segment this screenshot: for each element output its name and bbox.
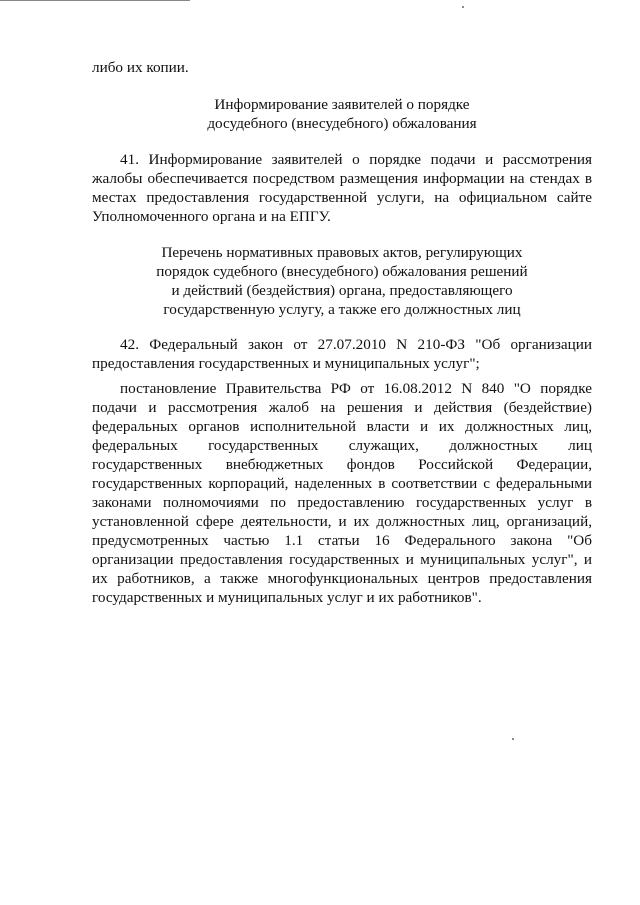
heading-line: государственную услугу, а также его должностных лиц xyxy=(163,301,521,318)
heading-line: Перечень нормативных правовых актов, регулирующих xyxy=(161,244,523,261)
paragraph-resolution-840: постановление Правительства РФ от 16.08.2012 N 840 "О порядке подачи и рассмотрения жалоб на решения и действия (бездействие) федеральных органов исполнительной власти и их должностных лиц, федеральных государственных служащих, должностных лиц государственных внебюджетных фондов Российской Федерации, государственных корпораций, наделенных в соответствии с федеральными законами полномочиями по предоставлению государственных услуг в установленной сфере деятельности, и их должностных лиц, организаций, предусмотренных частью 1.1 статьи 16 Федерального закона "Об организации предоставления государственных и муниципальных услуг", и их работников, а также многофункциональных центров предоставления государственных и муниципальных услуг и их работников". xyxy=(92,380,592,606)
heading-line: досудебного (внесудебного) обжалования xyxy=(207,115,477,132)
scan-speck xyxy=(462,6,464,8)
scan-edge-line xyxy=(0,0,190,1)
section-heading-legal-acts xyxy=(92,243,592,319)
scan-speck xyxy=(512,738,514,740)
heading-line: и действий (бездействия) органа, предоставляющего xyxy=(171,282,513,299)
document-page xyxy=(92,58,592,607)
section-heading-appeal-info xyxy=(92,95,592,133)
continuation-text: либо их копии. xyxy=(92,59,189,76)
heading-line: Информирование заявителей о порядке xyxy=(214,96,470,113)
heading-line: порядок судебного (внесудебного) обжалования решений xyxy=(156,263,528,280)
paragraph-42: 42. Федеральный закон от 27.07.2010 N 210-ФЗ "Об организации предоставления государственных и муниципальных услуг"; xyxy=(92,336,592,372)
paragraph-41: 41. Информирование заявителей о порядке подачи и рассмотрения жалобы обеспечивается посредством размещения информации на стендах в местах предоставления государственной услуги, на официальном сайте Уполномоченного органа и на ЕПГУ. xyxy=(92,151,592,225)
